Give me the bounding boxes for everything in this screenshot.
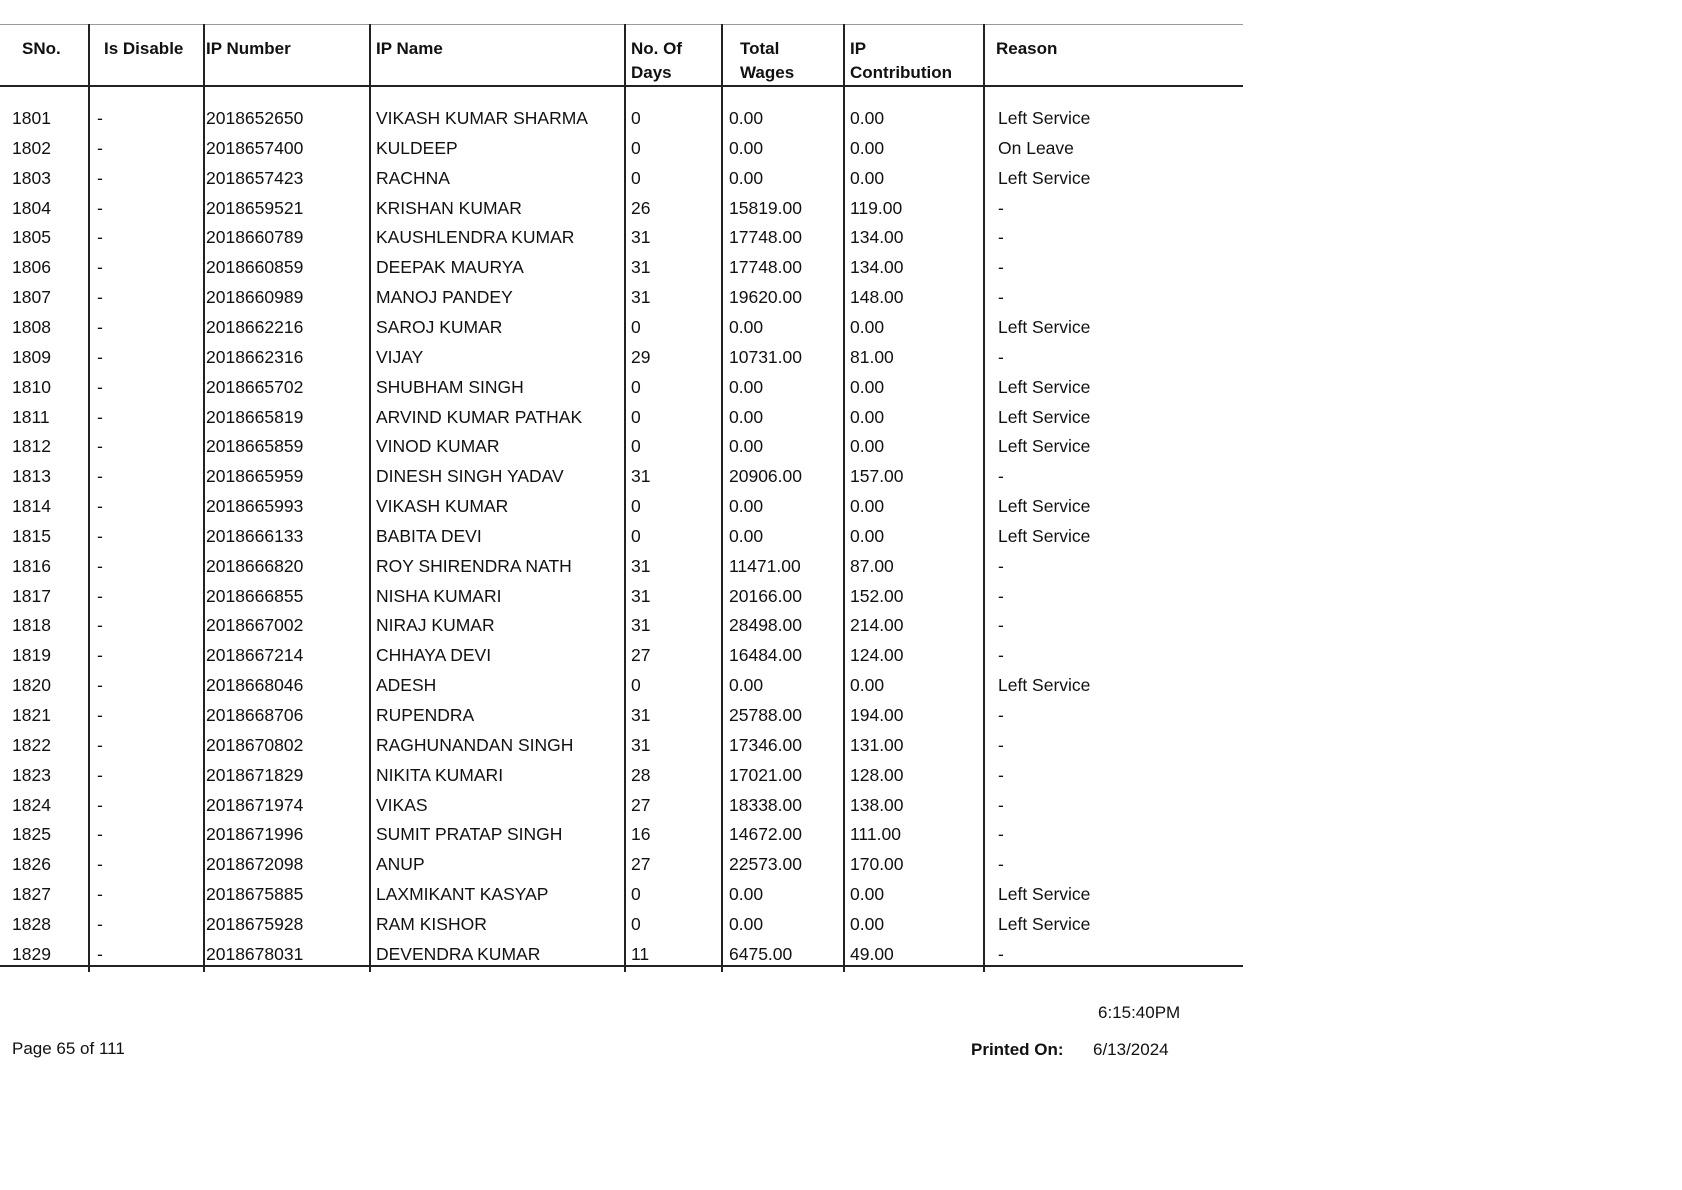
cell-ip-contribution: 0.00 xyxy=(850,675,885,696)
cell-reason: Left Service xyxy=(998,884,1091,905)
cell-total-wages: 0.00 xyxy=(729,406,764,427)
table-row xyxy=(0,613,1243,643)
cell-ip-contribution: 134.00 xyxy=(850,257,904,278)
cell-ip-name: VINOD KUMAR xyxy=(376,436,500,457)
cell-no-of-days: 0 xyxy=(631,913,641,934)
cell-sno: 1815 xyxy=(12,525,51,546)
cell-reason: - xyxy=(998,227,1004,248)
cell-ip-number: 2018668706 xyxy=(206,705,304,725)
cell-ip-name: NIRAJ KUMAR xyxy=(376,615,495,636)
cell-sno: 1805 xyxy=(12,227,51,248)
cell-ip-contribution: 131.00 xyxy=(850,734,904,755)
cell-reason: - xyxy=(998,794,1004,815)
table-row xyxy=(0,106,1243,136)
cell-no-of-days: 31 xyxy=(631,585,651,606)
cell-ip-contribution: 148.00 xyxy=(850,287,904,308)
cell-ip-number: 2018665959 xyxy=(206,466,304,487)
cell-no-of-days: 0 xyxy=(631,406,641,427)
cell-no-of-days: 0 xyxy=(631,436,641,457)
cell-ip-name: RUPENDRA xyxy=(376,705,475,725)
cell-total-wages: 17021.00 xyxy=(729,764,802,785)
cell-ip-name: MANOJ PANDEY xyxy=(376,287,513,308)
cell-total-wages: 17748.00 xyxy=(729,227,802,248)
cell-sno: 1826 xyxy=(12,854,51,875)
printed-on-label: Printed On: xyxy=(971,1040,1064,1059)
cell-reason: - xyxy=(998,466,1004,487)
cell-ip-contribution: 194.00 xyxy=(850,705,904,725)
cell-ip-contribution: 119.00 xyxy=(850,197,903,218)
cell-ip-contribution: 87.00 xyxy=(850,555,894,576)
cell-total-wages: 17748.00 xyxy=(729,257,802,278)
cell-sno: 1801 xyxy=(12,108,51,128)
cell-reason: - xyxy=(998,585,1004,606)
table-row xyxy=(0,166,1243,196)
cell-is-disable: - xyxy=(97,525,103,546)
header-ip-contribution-line2: Contribution xyxy=(850,63,952,82)
cell-ip-name: ROY SHIRENDRA NATH xyxy=(376,555,572,576)
cell-sno: 1824 xyxy=(12,794,51,815)
header-ip-contribution-line1: IP xyxy=(850,39,867,58)
cell-ip-name: SAROJ KUMAR xyxy=(376,316,503,337)
table-row xyxy=(0,434,1243,464)
cell-ip-name: BABITA DEVI xyxy=(376,525,482,546)
table-row xyxy=(0,345,1243,375)
cell-total-wages: 20906.00 xyxy=(729,466,802,487)
cell-reason: - xyxy=(998,197,1004,218)
cell-total-wages: 0.00 xyxy=(729,167,764,188)
cell-ip-number: 2018657400 xyxy=(206,137,304,158)
header-is-disable: Is Disable xyxy=(104,39,184,58)
cell-reason: - xyxy=(998,287,1004,308)
cell-ip-contribution: 157.00 xyxy=(850,466,904,487)
table-row xyxy=(0,225,1243,255)
table-row xyxy=(0,405,1243,435)
header-total-wages xyxy=(740,37,794,85)
table-row xyxy=(0,375,1243,405)
cell-is-disable: - xyxy=(97,824,103,845)
cell-ip-name: SHUBHAM SINGH xyxy=(376,376,524,397)
cell-total-wages: 28498.00 xyxy=(729,615,802,636)
cell-ip-name: VIKASH KUMAR xyxy=(376,496,509,517)
header-no-of-days-line1: No. Of xyxy=(631,39,682,58)
cell-reason: - xyxy=(998,854,1004,875)
cell-no-of-days: 0 xyxy=(631,376,641,397)
cell-ip-name: DINESH SINGH YADAV xyxy=(376,466,564,487)
cell-sno: 1807 xyxy=(12,287,51,308)
cell-ip-number: 2018667214 xyxy=(206,645,304,666)
table-row xyxy=(0,673,1243,703)
header-bottom-rule xyxy=(0,85,1243,87)
cell-ip-contribution: 0.00 xyxy=(850,525,885,546)
table-row xyxy=(0,733,1243,763)
cell-no-of-days: 11 xyxy=(631,943,650,964)
cell-ip-number: 2018668046 xyxy=(206,675,304,696)
table-row xyxy=(0,793,1243,823)
cell-ip-name: CHHAYA DEVI xyxy=(376,645,492,666)
cell-ip-contribution: 0.00 xyxy=(850,884,885,905)
cell-sno: 1809 xyxy=(12,346,51,367)
cell-reason: Left Service xyxy=(998,316,1091,337)
table-row xyxy=(0,763,1243,793)
cell-is-disable: - xyxy=(97,734,103,755)
cell-ip-number: 2018662316 xyxy=(206,346,304,367)
cell-ip-name: ARVIND KUMAR PATHAK xyxy=(376,406,583,427)
cell-is-disable: - xyxy=(97,376,103,397)
header-total-wages-line1: Total xyxy=(740,39,780,58)
cell-total-wages: 6475.00 xyxy=(729,943,793,964)
header-ip-name: IP Name xyxy=(376,39,443,58)
cell-sno: 1802 xyxy=(12,137,51,158)
cell-is-disable: - xyxy=(97,943,103,964)
table-row xyxy=(0,882,1243,912)
cell-sno: 1825 xyxy=(12,824,51,845)
cell-ip-contribution: 124.00 xyxy=(850,645,904,666)
table-row xyxy=(0,822,1243,852)
cell-no-of-days: 29 xyxy=(631,346,651,367)
cell-is-disable: - xyxy=(97,645,103,666)
cell-reason: On Leave xyxy=(998,137,1074,158)
cell-ip-contribution: 0.00 xyxy=(850,167,885,188)
cell-ip-name: NISHA KUMARI xyxy=(376,585,502,606)
cell-total-wages: 20166.00 xyxy=(729,585,802,606)
cell-total-wages: 15819.00 xyxy=(729,197,802,218)
cell-no-of-days: 16 xyxy=(631,824,651,845)
cell-no-of-days: 31 xyxy=(631,466,651,487)
cell-ip-name: VIKAS xyxy=(376,794,428,815)
cell-no-of-days: 27 xyxy=(631,645,651,666)
cell-reason: Left Service xyxy=(998,406,1091,427)
cell-is-disable: - xyxy=(97,854,103,875)
cell-sno: 1823 xyxy=(12,764,51,785)
cell-reason: - xyxy=(998,257,1004,278)
cell-total-wages: 19620.00 xyxy=(729,287,802,308)
print-time: 6:15:40PM xyxy=(1098,1003,1181,1022)
cell-total-wages: 0.00 xyxy=(729,108,764,128)
cell-ip-number: 2018665819 xyxy=(206,406,304,427)
cell-is-disable: - xyxy=(97,257,103,278)
cell-ip-number: 2018666820 xyxy=(206,555,304,576)
table-row xyxy=(0,464,1243,494)
cell-ip-name: VIJAY xyxy=(376,346,424,367)
cell-is-disable: - xyxy=(97,108,103,128)
cell-no-of-days: 31 xyxy=(631,227,651,248)
cell-ip-name: NIKITA KUMARI xyxy=(376,764,504,785)
cell-sno: 1827 xyxy=(12,884,51,905)
cell-ip-number: 2018660789 xyxy=(206,227,304,248)
header-ip-contribution xyxy=(850,37,952,85)
cell-ip-contribution: 81.00 xyxy=(850,346,894,367)
cell-ip-number: 2018665859 xyxy=(206,436,304,457)
cell-ip-contribution: 0.00 xyxy=(850,108,885,128)
cell-is-disable: - xyxy=(97,197,103,218)
cell-no-of-days: 26 xyxy=(631,197,651,218)
cell-is-disable: - xyxy=(97,884,103,905)
header-no-of-days-line2: Days xyxy=(631,63,672,82)
cell-reason: - xyxy=(998,764,1004,785)
table-row xyxy=(0,524,1243,554)
cell-ip-name: DEEPAK MAURYA xyxy=(376,257,524,278)
page-number: Page 65 of 111 xyxy=(12,1039,125,1058)
cell-total-wages: 10731.00 xyxy=(729,346,802,367)
cell-ip-number: 2018671829 xyxy=(206,764,304,785)
header-reason: Reason xyxy=(996,39,1058,58)
cell-ip-contribution: 214.00 xyxy=(850,615,904,636)
cell-ip-number: 2018660859 xyxy=(206,257,304,278)
cell-sno: 1813 xyxy=(12,466,51,487)
cell-ip-contribution: 138.00 xyxy=(850,794,904,815)
cell-ip-number: 2018659521 xyxy=(206,197,304,218)
cell-is-disable: - xyxy=(97,316,103,337)
cell-no-of-days: 0 xyxy=(631,496,641,517)
cell-ip-contribution: 0.00 xyxy=(850,436,885,457)
cell-sno: 1820 xyxy=(12,675,51,696)
cell-ip-number: 2018657423 xyxy=(206,167,304,188)
cell-reason: Left Service xyxy=(998,675,1091,696)
cell-no-of-days: 27 xyxy=(631,854,651,875)
cell-sno: 1819 xyxy=(12,645,51,666)
cell-ip-contribution: 49.00 xyxy=(850,943,894,964)
cell-is-disable: - xyxy=(97,137,103,158)
cell-reason: Left Service xyxy=(998,436,1091,457)
cell-is-disable: - xyxy=(97,227,103,248)
cell-ip-number: 2018662216 xyxy=(206,316,304,337)
cell-is-disable: - xyxy=(97,794,103,815)
cell-ip-number: 2018675885 xyxy=(206,884,304,905)
cell-total-wages: 0.00 xyxy=(729,436,764,457)
cell-sno: 1816 xyxy=(12,555,51,576)
table-row xyxy=(0,643,1243,673)
cell-is-disable: - xyxy=(97,585,103,606)
cell-total-wages: 0.00 xyxy=(729,137,764,158)
cell-total-wages: 0.00 xyxy=(729,913,764,934)
cell-no-of-days: 27 xyxy=(631,794,651,815)
cell-is-disable: - xyxy=(97,764,103,785)
table-row xyxy=(0,942,1243,972)
cell-reason: Left Service xyxy=(998,913,1091,934)
cell-total-wages: 18338.00 xyxy=(729,794,802,815)
cell-total-wages: 0.00 xyxy=(729,525,764,546)
cell-ip-name: ADESH xyxy=(376,675,437,696)
cell-ip-number: 2018675928 xyxy=(206,913,304,934)
cell-is-disable: - xyxy=(97,466,103,487)
cell-sno: 1829 xyxy=(12,943,51,964)
cell-reason: - xyxy=(998,943,1004,964)
cell-ip-number: 2018670802 xyxy=(206,734,304,755)
cell-no-of-days: 0 xyxy=(631,316,641,337)
cell-sno: 1811 xyxy=(12,406,50,427)
header-total-wages-line2: Wages xyxy=(740,63,795,82)
cell-is-disable: - xyxy=(97,675,103,696)
cell-reason: Left Service xyxy=(998,376,1091,397)
cell-no-of-days: 0 xyxy=(631,167,641,188)
cell-no-of-days: 0 xyxy=(631,525,641,546)
cell-ip-contribution: 0.00 xyxy=(850,376,885,397)
printed-on-date: 6/13/2024 xyxy=(1093,1040,1169,1059)
cell-ip-name: KRISHAN KUMAR xyxy=(376,197,522,218)
cell-reason: - xyxy=(998,645,1004,666)
cell-ip-number: 2018671974 xyxy=(206,794,304,815)
cell-sno: 1821 xyxy=(12,705,51,725)
cell-ip-name: RAGHUNANDAN SINGH xyxy=(376,734,574,755)
cell-reason: Left Service xyxy=(998,525,1091,546)
cell-ip-number: 2018671996 xyxy=(206,824,304,845)
cell-ip-number: 2018652650 xyxy=(206,108,304,128)
cell-is-disable: - xyxy=(97,555,103,576)
table-row xyxy=(0,136,1243,166)
cell-total-wages: 0.00 xyxy=(729,376,764,397)
header-sno: SNo. xyxy=(22,39,61,58)
cell-is-disable: - xyxy=(97,496,103,517)
cell-total-wages: 17346.00 xyxy=(729,734,802,755)
cell-is-disable: - xyxy=(97,615,103,636)
cell-ip-contribution: 111.00 xyxy=(850,824,901,845)
cell-sno: 1806 xyxy=(12,257,51,278)
table-row xyxy=(0,554,1243,584)
cell-is-disable: - xyxy=(97,406,103,427)
cell-ip-name: LAXMIKANT KASYAP xyxy=(376,884,549,905)
cell-no-of-days: 0 xyxy=(631,884,641,905)
cell-is-disable: - xyxy=(97,167,103,188)
cell-ip-contribution: 128.00 xyxy=(850,764,904,785)
table-row xyxy=(0,285,1243,315)
cell-ip-number: 2018665702 xyxy=(206,376,304,397)
table-row xyxy=(0,255,1243,285)
cell-no-of-days: 31 xyxy=(631,705,651,725)
cell-total-wages: 22573.00 xyxy=(729,854,802,875)
cell-reason: - xyxy=(998,705,1004,725)
cell-ip-number: 2018678031 xyxy=(206,943,304,964)
cell-ip-name: KAUSHLENDRA KUMAR xyxy=(376,227,575,248)
cell-ip-number: 2018672098 xyxy=(206,854,304,875)
table-row xyxy=(0,703,1243,733)
cell-ip-contribution: 152.00 xyxy=(850,585,904,606)
cell-no-of-days: 0 xyxy=(631,108,641,128)
cell-ip-name: RACHNA xyxy=(376,167,450,188)
cell-reason: - xyxy=(998,346,1004,367)
cell-sno: 1812 xyxy=(12,436,51,457)
cell-reason: - xyxy=(998,615,1004,636)
cell-total-wages: 25788.00 xyxy=(729,705,802,725)
cell-sno: 1803 xyxy=(12,167,51,188)
cell-ip-number: 2018666133 xyxy=(206,525,304,546)
cell-ip-contribution: 0.00 xyxy=(850,406,885,427)
cell-is-disable: - xyxy=(97,346,103,367)
cell-sno: 1808 xyxy=(12,316,51,337)
cell-ip-contribution: 0.00 xyxy=(850,316,885,337)
cell-ip-name: RAM KISHOR xyxy=(376,913,487,934)
header-no-of-days xyxy=(631,37,682,85)
cell-no-of-days: 28 xyxy=(631,764,651,785)
cell-no-of-days: 31 xyxy=(631,555,651,576)
cell-reason: Left Service xyxy=(998,167,1091,188)
cell-sno: 1814 xyxy=(12,496,51,517)
cell-ip-contribution: 0.00 xyxy=(850,496,885,517)
cell-ip-number: 2018667002 xyxy=(206,615,304,636)
cell-reason: - xyxy=(998,734,1004,755)
cell-no-of-days: 0 xyxy=(631,137,641,158)
cell-no-of-days: 31 xyxy=(631,734,651,755)
cell-ip-contribution: 134.00 xyxy=(850,227,904,248)
cell-no-of-days: 0 xyxy=(631,675,641,696)
cell-no-of-days: 31 xyxy=(631,257,651,278)
cell-ip-contribution: 0.00 xyxy=(850,137,885,158)
cell-total-wages: 14672.00 xyxy=(729,824,802,845)
cell-sno: 1828 xyxy=(12,913,51,934)
cell-no-of-days: 31 xyxy=(631,615,651,636)
table-row xyxy=(0,584,1243,614)
table-row xyxy=(0,852,1243,882)
cell-is-disable: - xyxy=(97,436,103,457)
table-row xyxy=(0,315,1243,345)
cell-ip-contribution: 0.00 xyxy=(850,913,885,934)
table-top-rule xyxy=(0,24,1243,25)
cell-reason: - xyxy=(998,555,1004,576)
cell-sno: 1810 xyxy=(12,376,51,397)
cell-total-wages: 0.00 xyxy=(729,316,764,337)
cell-total-wages: 0.00 xyxy=(729,496,764,517)
cell-reason: Left Service xyxy=(998,108,1091,128)
cell-total-wages: 11471.00 xyxy=(729,555,801,576)
cell-ip-number: 2018666855 xyxy=(206,585,304,606)
cell-ip-contribution: 170.00 xyxy=(850,854,904,875)
cell-ip-name: DEVENDRA KUMAR xyxy=(376,943,541,964)
cell-no-of-days: 31 xyxy=(631,287,651,308)
cell-is-disable: - xyxy=(97,913,103,934)
cell-sno: 1817 xyxy=(12,585,51,606)
cell-sno: 1804 xyxy=(12,197,51,218)
cell-reason: - xyxy=(998,824,1004,845)
cell-ip-number: 2018665993 xyxy=(206,496,304,517)
cell-ip-name: VIKASH KUMAR SHARMA xyxy=(376,108,588,128)
cell-sno: 1818 xyxy=(12,615,51,636)
cell-is-disable: - xyxy=(97,705,103,725)
cell-ip-name: SUMIT PRATAP SINGH xyxy=(376,824,563,845)
cell-sno: 1822 xyxy=(12,734,51,755)
cell-total-wages: 0.00 xyxy=(729,675,764,696)
table-row xyxy=(0,912,1243,942)
header-ip-number: IP Number xyxy=(206,39,291,58)
table-row xyxy=(0,494,1243,524)
cell-reason: Left Service xyxy=(998,496,1091,517)
table-row xyxy=(0,196,1243,226)
cell-ip-number: 2018660989 xyxy=(206,287,304,308)
cell-total-wages: 0.00 xyxy=(729,884,764,905)
cell-ip-name: KULDEEP xyxy=(376,137,458,158)
cell-total-wages: 16484.00 xyxy=(729,645,802,666)
cell-is-disable: - xyxy=(97,287,103,308)
cell-ip-name: ANUP xyxy=(376,854,425,875)
